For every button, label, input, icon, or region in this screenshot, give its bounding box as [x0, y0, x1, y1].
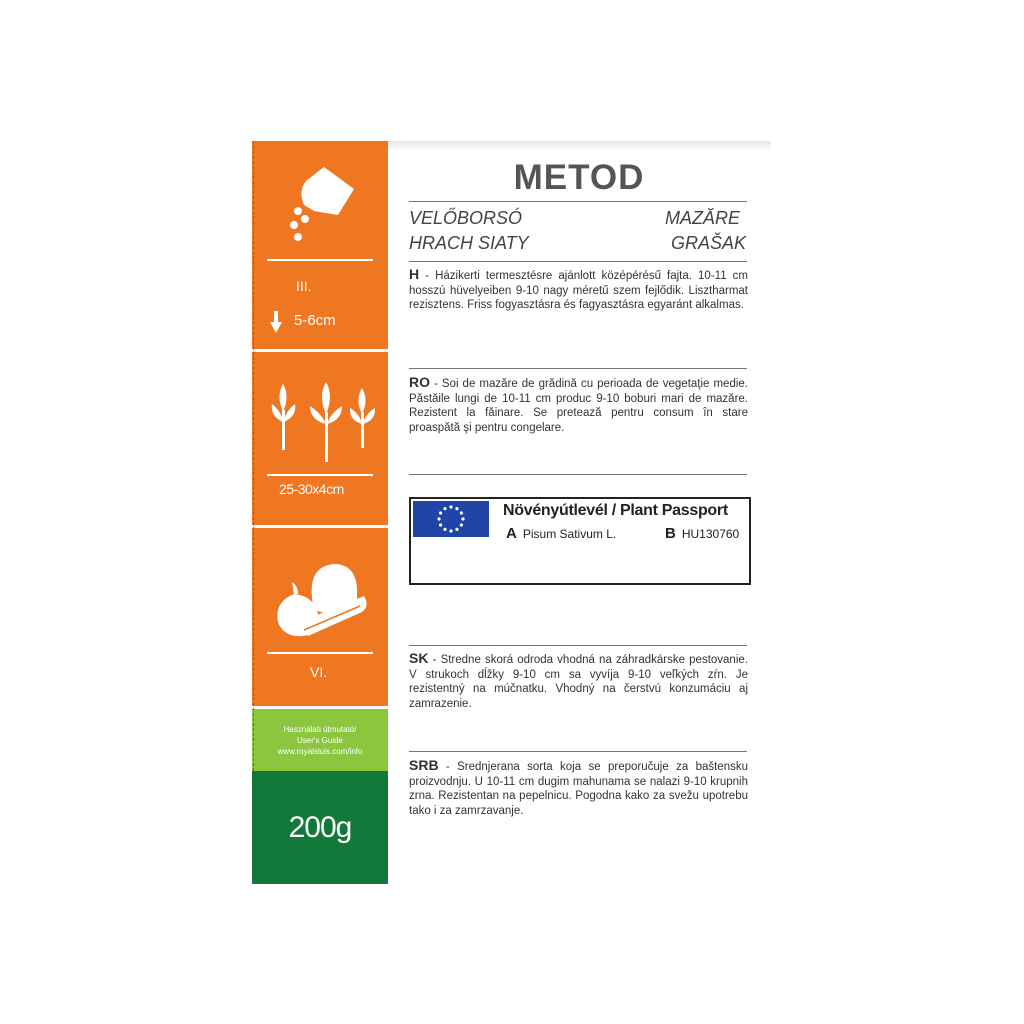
eu-star: [439, 511, 442, 514]
name-ro: MAZĂRE: [665, 208, 741, 228]
cut-line: [253, 141, 254, 771]
description-text: Soi de mazăre de grădină cu perioada de vegetaţie medie. Păstăile lungi de 10-11 cm produc 9-10 boburi mari de mazăre. Rezistent la făinare. Se pretează pentru consum în stare proaspătă şi pentru congelare.: [409, 378, 748, 434]
seed-packet-icon: [284, 167, 356, 252]
eu-star: [455, 528, 458, 531]
eu-star: [460, 523, 463, 526]
passport-species: [506, 525, 616, 542]
lang-code: SK: [409, 650, 429, 666]
section-rule: [409, 751, 747, 752]
description-ro: RO - Soi de mazăre de grădină cu perioada de vegetaţie medie. Păstăile lungi de 10-11 cm produc 9-10 boburi mari de mazăre. Rezistent la făinare. Se pretează pentru consum în stare proaspătă şi pentru congelare.: [409, 374, 748, 434]
users-guide: [252, 709, 388, 771]
depth-arrow-icon: [270, 311, 282, 333]
eu-star: [461, 517, 464, 520]
eu-star: [439, 523, 442, 526]
section-rule: [409, 261, 747, 262]
sowing-time: III.: [296, 278, 312, 294]
sowing-depth: 5-6cm: [294, 312, 336, 329]
divider: [267, 474, 373, 476]
spacing: 25-30x4cm: [279, 481, 344, 497]
harvest-panel: [252, 528, 388, 706]
section-rule: [409, 645, 747, 646]
name-srb: GRAŠAK: [671, 233, 747, 253]
description-sk: SK - Stredne skorá odroda vhodná na záhradkárske pestovanie. V strukoch dĺžky 9-10 cm sa vyvíja 9-10 veľkých zŕn. Je rezistentný na múčnatku. Vhodný na čerstvú konzumáciu aj zamrazenie.: [409, 650, 748, 710]
divider: [267, 652, 373, 654]
top-shadow: [388, 141, 771, 151]
passport-b-key: B: [665, 525, 676, 542]
lang-code: SRB: [409, 757, 439, 773]
eu-star: [443, 507, 446, 510]
passport-code: [665, 525, 739, 542]
lang-code: H: [409, 266, 420, 282]
eu-flag-icon: [413, 501, 489, 537]
guide-url: www.royalsluis.com/info: [277, 746, 363, 756]
description-hu: H - Házikerti termesztésre ajánlott középérésű fajta. 10-11 cm hosszú hüvelyeiben 9-10 nagy méretű szem fejlődik. Lisztharmat rezisztens. Friss fogyasztásra és fagyasztásra egyaránt alkalmas.: [409, 266, 748, 311]
section-rule: [409, 474, 747, 475]
eu-star: [449, 529, 452, 532]
name-hu: VELŐBORSÓ: [409, 208, 523, 228]
vegetables-icon: [274, 560, 370, 640]
sowing-panel: [252, 141, 388, 349]
sidebar: [252, 141, 388, 884]
passport-b-value: HU130760: [681, 527, 740, 541]
plant-passport: [409, 497, 751, 585]
description-text: Házikerti termesztésre ajánlott középérésű fajta. 10-11 cm hosszú hüvelyeiben 9-10 nagy méretű szem fejlődik. Lisztharmat rezisztens. Friss fogyasztásra és fagyasztásra egyaránt alkalmas.: [409, 270, 748, 311]
package-weight: 200g: [252, 771, 388, 884]
description-text: Srednjerana sorta koja se preporučuje za baštensku proizvodnju. U 10-11 cm dugim mahunama se nalazi 9-10 krupnih zrna. Rezistentan na pepelnicu. Pogodna kako za svežu upotrebu tako i za zamrzavanje.: [409, 761, 748, 817]
eu-star: [460, 511, 463, 514]
harvest-time: VI.: [310, 664, 328, 680]
eu-star: [455, 507, 458, 510]
spacing-panel: [252, 352, 388, 525]
passport-a-value: Pisum Sativum L.: [522, 527, 617, 541]
description-srb: SRB - Srednjerana sorta koja se preporučuje za baštensku proizvodnju. U 10-11 cm dugim mahunama se nalazi 9-10 krupnih zrna. Rezistentan na pepelnicu. Pogodna kako za svežu upotrebu tako i za zamrzavanje.: [409, 757, 748, 817]
seedlings-icon: [270, 382, 376, 464]
passport-title: Növényútlevél / Plant Passport: [503, 502, 728, 519]
title-rule: [409, 201, 747, 202]
eu-star: [443, 528, 446, 531]
name-sk: HRACH SIATY: [409, 233, 529, 253]
description-text: Stredne skorá odroda vhodná na záhradkárske pestovanie. V strukoch dĺžky 9-10 cm sa vyvíja 9-10 veľkých zŕn. Je rezistentný na múčnatku. Vhodný na čerstvú konzumáciu aj zamrazenie.: [409, 654, 748, 710]
eu-star: [449, 505, 452, 508]
guide-line: Használati útmutató/: [283, 724, 357, 734]
divider: [267, 259, 373, 261]
lang-code: RO: [409, 374, 430, 390]
section-rule: [409, 368, 747, 369]
eu-star: [437, 517, 440, 520]
variety-title: METOD: [513, 158, 645, 197]
passport-a-key: A: [506, 525, 517, 542]
guide-line: User's Guide: [297, 735, 343, 745]
